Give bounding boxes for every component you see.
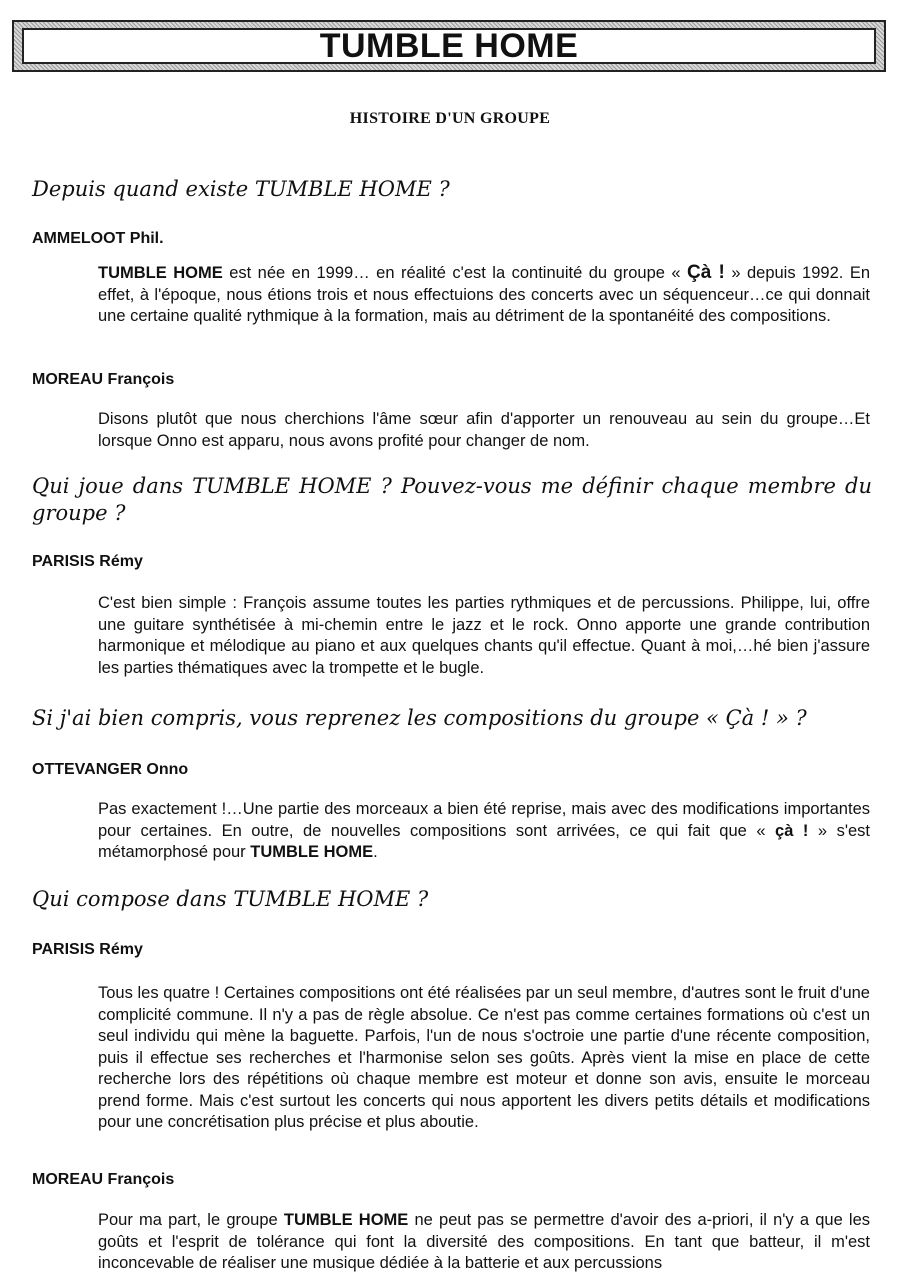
speaker-2: MOREAU François: [32, 371, 175, 388]
answer-text: » depuis 1992. En effet, à l'époque, nous étions trois et nous effectuions des concerts avec un séquenceur…ce qui donnait une certaine qualité rythmique à la formation, mais au détriment de la spontanéité des compositions.: [98, 264, 871, 325]
speaker-3: PARISIS Rémy: [32, 553, 143, 570]
answer-3: C'est bien simple : François assume toutes les parties rythmiques et de percussions. Philippe, lui, offre une guitare synthétisée à mi-chemin entre le jazz et le rock. Onno apporte une grande contribution harmonique et mélodique au piano et aux quelques chants qu'il effectue. Quant à moi,…hé bien j'assure les parties thématiques avec la trompette et le bugle.: [98, 594, 870, 677]
band-name: TUMBLE HOME: [250, 843, 374, 861]
speaker-1: AMMELOOT Phil.: [32, 230, 164, 247]
question-2: Qui joue dans TUMBLE HOME ? Pouvez-vous me définir chaque membre du groupe ?: [32, 474, 872, 525]
answer-text: est née en 1999… en réalité c'est la continuité du groupe «: [222, 264, 688, 282]
answer-6: [98, 1210, 870, 1275]
answer-text: ne peut pas se permettre d'avoir des a-priori, il n'y a que les goûts et l'esprit de tolérance qui font la diversité des compositions. En tant que batteur, il m'est inconcevable de réaliser une musique dédiée à la batterie et aux percussions: [98, 1211, 871, 1272]
question-4: Qui compose dans TUMBLE HOME ?: [32, 887, 429, 911]
answer-1: [98, 262, 870, 328]
title-banner-inner: [22, 28, 876, 64]
former-band-name: çà !: [775, 821, 809, 840]
answer-4: [98, 799, 870, 864]
answer-2: Disons plutôt que nous cherchions l'âme sœur afin d'apporter un renouveau au sein du groupe…Et lorsque Onno est apparu, nous avons profité pour changer de nom.: [98, 410, 870, 450]
page-title: TUMBLE HOME: [319, 26, 579, 65]
speaker-4: OTTEVANGER Onno: [32, 761, 189, 778]
speaker-6: MOREAU François: [32, 1171, 175, 1188]
page-subtitle: HISTOIRE D'UN GROUPE: [349, 110, 551, 127]
answer-text: » s'est métamorphosé pour: [98, 821, 870, 861]
question-1: Depuis quand existe TUMBLE HOME ?: [32, 177, 450, 201]
speaker-5: PARISIS Rémy: [32, 941, 143, 958]
former-band-name: Çà !: [687, 262, 725, 283]
answer-5: Tous les quatre ! Certaines compositions ont été réalisées par un seul membre, d'autres sont le fruit d'une complicité commune. Il n'y a pas de règle absolue. Ce n'est pas comme certaines formations où c'est un seul individu qui mène la baguette. Parfois, l'un de nous s'octroie une partie d'une récente composition, puis il effectue ses recherches et l'harmonise selon ses goûts. Après vient la mise en place de cette recherche lors des répétitions où chaque membre est moteur et donne son avis, ensuite le morceau prend forme. Mais c'est surtout les concerts qui nous apportent les divers petits détails et modifications pour une concrétisation plus précise et plus aboutie.: [98, 984, 870, 1131]
answer-text: Pour ma part, le groupe: [98, 1211, 284, 1229]
band-name: TUMBLE HOME: [283, 1211, 409, 1229]
answer-text: Pas exactement !…Une partie des morceaux a bien été reprise, mais avec des modifications importantes pour certaines. En outre, de nouvelles compositions sont arrivées, ce qui fait que «: [98, 800, 870, 840]
answer-text: .: [373, 843, 378, 861]
band-name: TUMBLE HOME: [98, 264, 223, 282]
question-3: Si j'ai bien compris, vous reprenez les compositions du groupe « Çà ! » ?: [32, 706, 807, 730]
title-banner: [12, 20, 886, 72]
